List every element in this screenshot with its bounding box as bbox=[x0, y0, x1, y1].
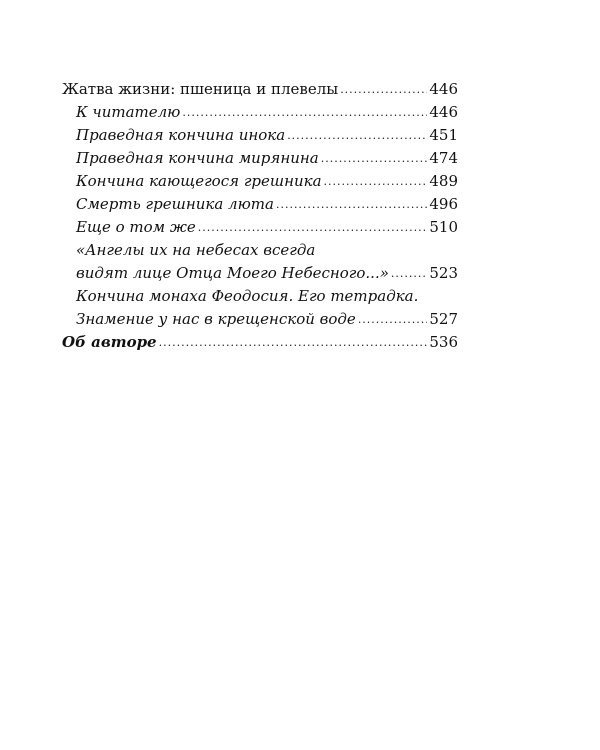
toc-entry-page: 536 bbox=[429, 333, 458, 351]
toc-entry bbox=[62, 216, 458, 239]
toc-leader-dots bbox=[358, 308, 428, 331]
toc-entry-title: Праведная кончина инока bbox=[76, 126, 286, 144]
toc-entry-title: Кончина кающегося грешника bbox=[76, 172, 322, 190]
toc-entry-title: Смерть грешника люта bbox=[76, 195, 274, 213]
toc-entry-page: 523 bbox=[429, 264, 458, 282]
toc-entry-title-line2: Знамение у нас в крещенской воде bbox=[76, 310, 356, 328]
toc-entry-page: 446 bbox=[429, 103, 458, 121]
toc-entry-title: К читателю bbox=[76, 103, 181, 121]
toc-entry bbox=[62, 78, 458, 101]
toc-leader-dots bbox=[391, 262, 427, 285]
toc-entry bbox=[62, 193, 458, 216]
toc-entry-title: Еще о том же bbox=[76, 218, 196, 236]
toc-entry-title-line1: Кончина монаха Феодосия. Его тетрадка. bbox=[76, 287, 419, 305]
toc-entry-page: 489 bbox=[429, 172, 458, 190]
toc-entry-title: Праведная кончина мирянина bbox=[76, 149, 319, 167]
table-of-contents bbox=[62, 78, 458, 354]
toc-leader-dots bbox=[159, 331, 428, 354]
toc-entry bbox=[62, 285, 458, 331]
toc-entry-title: Об авторе bbox=[62, 333, 157, 351]
toc-leader-dots bbox=[324, 170, 428, 193]
toc-leader-dots bbox=[198, 216, 428, 239]
toc-entry bbox=[62, 239, 458, 285]
toc-entry-title: Жатва жизни: пшеница и плевелы bbox=[62, 80, 339, 98]
toc-entry bbox=[62, 101, 458, 124]
toc-entry-page: 451 bbox=[429, 126, 458, 144]
toc-entry-page: 527 bbox=[429, 310, 458, 328]
toc-leader-dots bbox=[321, 147, 428, 170]
toc-leader-dots bbox=[340, 78, 427, 101]
toc-leader-dots bbox=[182, 101, 427, 124]
toc-entry-title-line2: видят лице Отца Моего Небесного...» bbox=[76, 264, 389, 282]
toc-entry-page: 446 bbox=[429, 80, 458, 98]
toc-entry bbox=[62, 170, 458, 193]
toc-entry-title-line1: «Ангелы их на небесах всегда bbox=[76, 241, 316, 259]
toc-entry-page: 474 bbox=[429, 149, 458, 167]
toc-leader-dots bbox=[276, 193, 427, 216]
toc-entry bbox=[62, 147, 458, 170]
toc-entry-page: 496 bbox=[429, 195, 458, 213]
toc-entry bbox=[62, 331, 458, 354]
toc-entry-page: 510 bbox=[429, 218, 458, 236]
toc-entry bbox=[62, 124, 458, 147]
toc-leader-dots bbox=[287, 124, 427, 147]
